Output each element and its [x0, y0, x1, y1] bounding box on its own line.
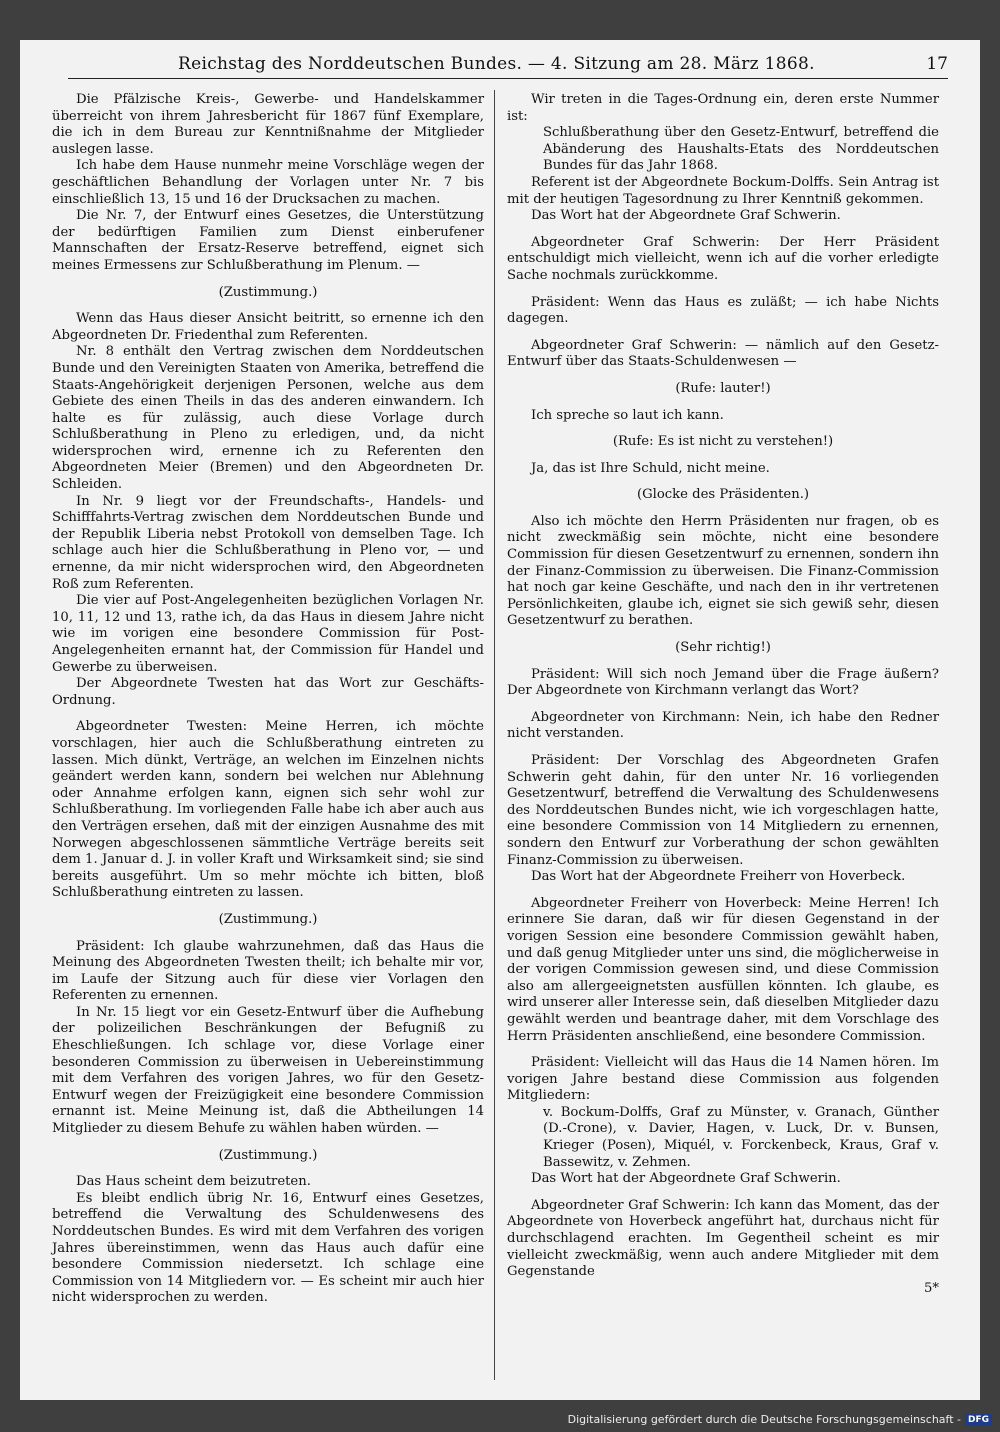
paragraph: Die Pfälzische Kreis-, Gewerbe- und Handelskammer überreicht von ihrem Jahresbericht für 1867 fünf Exemplare, die ich in dem Bureau zur Kenntnißnahme der Mitglieder auslegen lasse. [52, 92, 484, 157]
paragraph: In Nr. 15 liegt vor ein Gesetz-Entwurf über die Aufhebung der polizeilichen Beschränkungen der Befugniß zu Eheschließungen. Ich schlage vor, diese Vorlage einer besonderen Commission zu überweisen in Uebereinstimmung mit dem Verfahren des vorigen Jahres, wo für den Gesetz-Entwurf wegen der Freizügigkeit eine besondere Commission ernannt ist. Meine Meinung ist, daß die Abtheilungen 14 Mitglieder zu diesem Behufe zu wählen haben würden. — [52, 1004, 484, 1137]
paragraph: Das Wort hat der Abgeordnete Freiherr von Hoverbeck. [531, 869, 906, 885]
paragraph: Also ich möchte den Herrn Präsidenten nur fragen, ob es nicht zweckmäßig sein möchte, nicht eine besondere Commission für diesen Gesetzentwurf zu ernennen, sondern ihn der Finanz-Commission zu überweisen. Die Finanz-Commission hat noch gar keine Geschäfte, und nach den in ihr vertretenen Persönlichkeiten, glaube ich, eignet sie sich gewiß sehr, diesen Gesetzentwurf zu berathen. [507, 513, 939, 629]
paragraph: Präsident: Vielleicht will das Haus die 14 Namen hören. Im vorigen Jahre bestand diese Commission aus folgenden Mitgliedern: [507, 1055, 939, 1104]
paragraph: Ich spreche so laut ich kann. [531, 407, 724, 423]
newspaper-page [20, 40, 980, 1400]
paragraph: Das Wort hat der Abgeordnete Graf Schwerin. [531, 1171, 841, 1187]
paragraph: Referent ist der Abgeordnete Bockum-Dolffs. Sein Antrag ist mit der heutigen Tagesordnung zu Ihrer Kenntniß gekommen. [507, 174, 939, 207]
paragraph: Abgeordneter Freiherr von Hoverbeck: Meine Herren! Ich erinnere Sie daran, daß wir für diesen Gegenstand in der vorigen Session eine besondere Commission gewählt haben, und daß genug Mitglieder unter uns sind, die möglicherweise in der vorigen Commission gewesen sind, und diese Commission also am allergeeignetsten ausfüllen könnten. Ich glaube, es wird unserer aller Interesse sein, daß dieselben Mitglieder dazu gewählt werden und beantrage daher, mit dem Vorschlage des Herrn Präsidenten anschließend, eine besondere Commission. [507, 895, 939, 1044]
paragraph: In Nr. 9 liegt vor der Freundschafts-, Handels- und Schifffahrts-Vertrag zwischen dem Norddeutschen Bunde und der Republik Liberia nebst Protokoll von demselben Tage. Ich schlage auch hier die Schlußberathung in Pleno vor, — und ernenne, da mir nicht widersprochen wird, den Abgeordneten Roß zum Referenten. [52, 493, 484, 592]
paragraph: v. Bockum-Dolffs, Graf zu Münster, v. Granach, Günther (D.-Crone), v. Davier, Hagen, v. Luck, Dr. v. Bunsen, Krieger (Posen), Miquél, v. Forckenbeck, Kraus, Graf v. Bassewitz, v. Zehmen. [543, 1104, 939, 1170]
paragraph: Ich habe dem Hause nunmehr meine Vorschläge wegen der geschäftlichen Behandlung der Vorlagen unter Nr. 7 bis einschließlich 13, 15 und 16 der Drucksachen zu machen. [52, 158, 484, 207]
paragraph: Präsident: Ich glaube wahrzunehmen, daß das Haus die Meinung des Abgeordneten Twesten theilt; ich behalte mir vor, im Laufe der Sitzung auch für diese vier Vorlagen den Referenten zu ernennen. [52, 938, 484, 1004]
paragraph: Das Haus scheint dem beizutreten. [76, 1174, 311, 1190]
paragraph: Wenn das Haus dieser Ansicht beitritt, so ernenne ich den Abgeordneten Dr. Friedenthal zum Referenten. [52, 311, 484, 343]
paragraph: Es bleibt endlich übrig Nr. 16, Entwurf eines Gesetzes, betreffend die Verwaltung des Schuldenwesens des Norddeutschen Bundes. Es wird mit dem Verfahren des vorigen Jahres übereinstimmen, wenn das Haus auch dafür eine besondere Commission niedersetzt. Ich schlage eine Commission von 14 Mitgliedern vor. — Es scheint mir auch hier nicht widersprochen zu werden. [52, 1190, 484, 1306]
left-column [52, 92, 484, 1307]
interjection: (Glocke des Präsidenten.) [636, 487, 810, 503]
paragraph: Nr. 8 enthält den Vertrag zwischen dem Norddeutschen Bunde und den Vereinigten Staaten von Amerika, betreffend die Staats-Angehörigkeit derjenigen Personen, welche aus dem Gebiete des einen Theils in das des anderen einwandern. Ich halte es für zulässig, auch diese Vorlage durch Schlußberathung in Pleno zu erledigen, und, da nicht widersprochen wird, ernenne ich zu Referenten den Abgeordneten Meier (Bremen) und den Abgeordneten Dr. Schleiden. [52, 344, 484, 493]
interjection: (Zustimmung.) [218, 911, 318, 927]
paragraph: Abgeordneter Graf Schwerin: Der Herr Präsident entschuldigt mich vielleicht, wenn ich auf die vorher erledigte Sache nochmals zurückkomme. [507, 234, 939, 283]
paragraph: Ja, das ist Ihre Schuld, nicht meine. [531, 460, 770, 476]
paragraph: Präsident: Will sich noch Jemand über die Frage äußern? Der Abgeordnete von Kirchmann verlangt das Wort? [507, 666, 939, 699]
paragraph: Abgeordneter Graf Schwerin: — nämlich auf den Gesetz-Entwurf über das Staats-Schuldenwesen — [507, 337, 939, 370]
paragraph: Die vier auf Post-Angelegenheiten bezüglichen Vorlagen Nr. 10, 11, 12 und 13, rathe ich, da das Haus in diesem Jahre nicht wie im vorigen eine besondere Commission für Post-Angelegenheiten ernannt hat, der Commission für Handel und Gewerbe zu überweisen. [52, 593, 484, 675]
dfg-logo: DFG [965, 1414, 992, 1426]
interjection: (Zustimmung.) [218, 1147, 318, 1163]
paragraph: Abgeordneter Twesten: Meine Herren, ich möchte vorschlagen, hier auch die Schlußberathung eintreten zu lassen. Mich dünkt, Verträge, an welchen im Einzelnen nichts geändert werden kann, sondern bei welchen nur Ablehnung oder Annahme erfolgen kann, eignen sich sehr wohl zur Schlußberathung. Im vorliegenden Falle habe ich aber auch aus den Verträgen ersehen, daß mit der einzigen Ausnahme des mit Norwegen abgeschlossenen sämmtliche Verträge bereits seit dem 1. Januar d. J. in voller Kraft und Wirksamkeit sind; sie sind bereits ausgeführt. Um so mehr möchte ich bitten, bloß Schlußberathung eintreten zu lassen. [52, 719, 484, 901]
paragraph: Die Nr. 7, der Entwurf eines Gesetzes, die Unterstützung der bedürftigen Familien zum Dienst einberufener Mannschaften der Ersatz-Reserve betreffend, eignet sich meines Ermessens zur Schlußberathung im Plenum. — [52, 208, 484, 273]
page-header [68, 50, 948, 79]
paragraph: Präsident: Der Vorschlag des Abgeordneten Grafen Schwerin geht dahin, für den unter Nr. 16 vorliegenden Gesetzentwurf, betreffend die Verwaltung des Schuldenwesens des Norddeutschen Bundes nicht, wie ich vorgeschlagen hatte, eine besondere Commission von 14 Mitgliedern zu ernennen, sondern den Entwurf zur Vorberathung der schon gewählten Finanz-Commission zu überweisen. [507, 753, 939, 868]
paragraph: Das Wort hat der Abgeordnete Graf Schwerin. [531, 208, 841, 224]
footer-text: Digitalisierung gefördert durch die Deutsche Forschungsgemeinschaft - [567, 1413, 961, 1426]
paragraph: Schlußberathung über den Gesetz-Entwurf, betreffend die Abänderung des Haushalts-Etats des Norddeutschen Bundes für das Jahr 1868. [543, 125, 939, 174]
interjection: (Rufe: Es ist nicht zu verstehen!) [612, 434, 834, 450]
interjection: (Zustimmung.) [218, 284, 318, 300]
footer-credit [568, 1413, 992, 1426]
interjection: (Sehr richtig!) [675, 640, 771, 656]
paragraph: Der Abgeordnete Twesten hat das Wort zur Geschäfts-Ordnung. [52, 676, 484, 708]
page-title: Reichstag des Norddeutschen Bundes. — 4. Sitzung am 28. März 1868. [178, 54, 815, 74]
paragraph: Wir treten in die Tages-Ordnung ein, deren erste Nummer ist: [507, 92, 939, 124]
paragraph: Abgeordneter von Kirchmann: Nein, ich habe den Redner nicht verstanden. [507, 709, 939, 742]
paragraph: Abgeordneter Graf Schwerin: Ich kann das Moment, das der Abgeordnete von Hoverbeck angeführt hat, durchaus nicht für durchschlagend erachten. Im Gegentheil scheint es mir vielleicht zweckmäßig, wenn auch andere Mitglieder mit dem Gegenstande [507, 1197, 939, 1280]
column-divider [494, 90, 495, 1380]
paragraph: 5* [924, 1280, 939, 1296]
interjection: (Rufe: lauter!) [675, 380, 771, 396]
right-column [507, 92, 939, 1297]
page-number: 17 [926, 54, 948, 74]
paragraph: Präsident: Wenn das Haus es zuläßt; — ich habe Nichts dagegen. [507, 294, 939, 327]
